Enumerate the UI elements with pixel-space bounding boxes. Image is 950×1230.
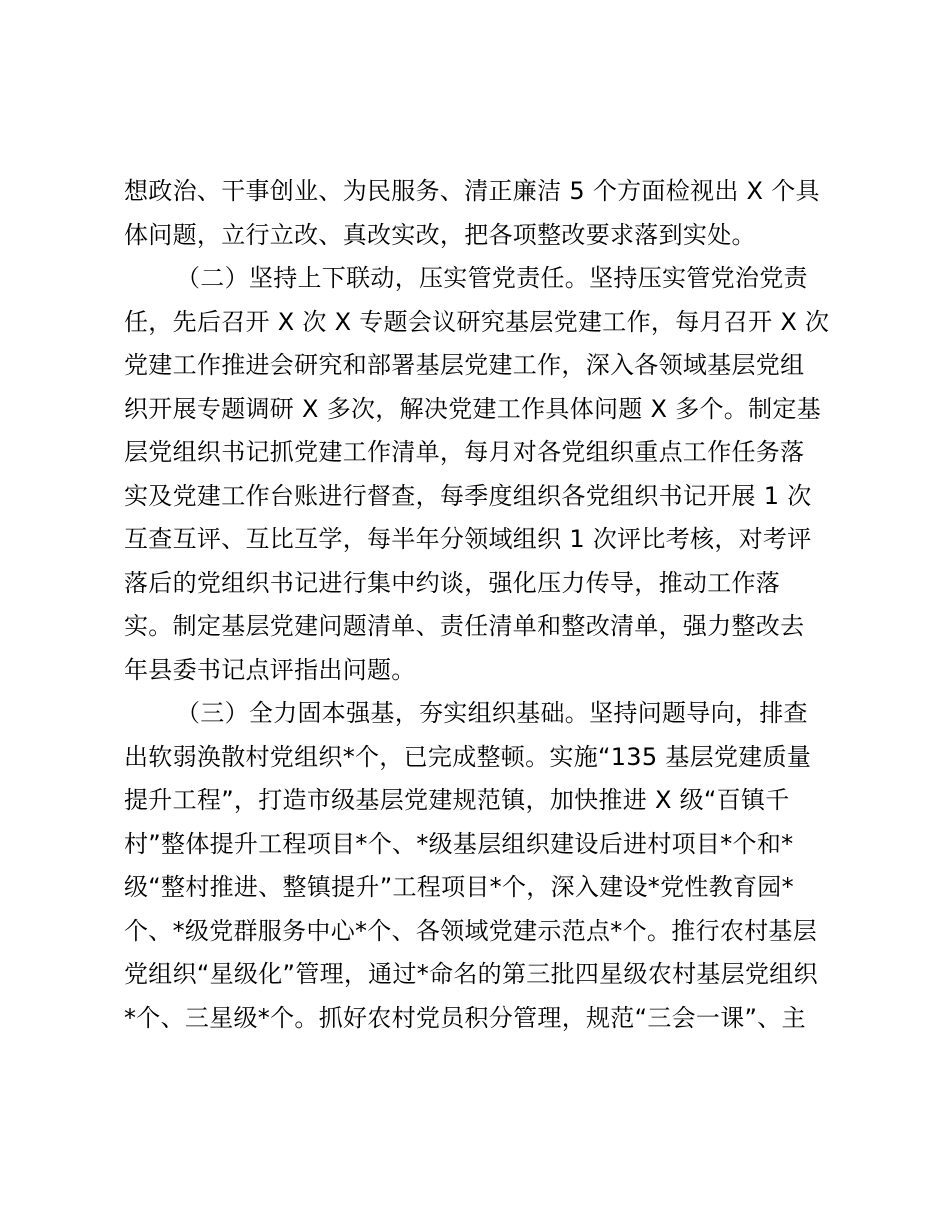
text-line: 体问题，立行立改、真改实改，把各项整改要求落到实处。 [124, 220, 756, 249]
text-line: 想政治、干事创业、为民服务、清正廉洁 5 个方面检视出 X 个具 [124, 177, 820, 205]
text-line: 年县委书记点评指出问题。 [124, 655, 416, 684]
text-line: 互查互评、互比互学，每半年分领域组织 1 次评比考核，对考评 [124, 525, 812, 553]
section-heading-line: （三）全力固本强基，夯实组织基础。坚持问题导向，排查 [176, 699, 808, 727]
text-line: 实及党建工作台账进行督查，每季度组织各党组织书记开展 1 次 [124, 481, 812, 510]
text-line: 任，先后召开 X 次 X 专题会议研究基层党建工作，每月召开 X 次 [124, 307, 830, 336]
text-line: 实。制定基层党建问题清单、责任清单和整改清单，强力整改去 [124, 612, 805, 640]
section-heading-line: （二）坚持上下联动，压实管党责任。坚持压实管党治党责 [176, 264, 808, 292]
text-line: 层党组织书记抓党建工作清单，每月对各党组织重点工作任务落 [124, 438, 805, 466]
document-body [124, 170, 844, 1040]
text-line: 落后的党组织书记进行集中约谈，强化压力传导，推动工作落 [124, 568, 781, 597]
text-line: 提升工程”，打造市级基层党建规范镇，加快推进 X 级“百镇千 [124, 786, 790, 814]
text-line: 村”整体提升工程项目*个、*级基层组织建设后进村项目*个和* [124, 829, 794, 858]
text-line: 级“整村推进、整镇提升”工程项目*个，深入建设*党性教育园* [124, 873, 794, 901]
text-line: 党建工作推进会研究和部署基层党建工作，深入各领域基层党组 [124, 351, 805, 379]
text-line: 个、*级党群服务中心*个、各领域党建示范点*个。推行农村基层 [124, 916, 817, 945]
text-line: 织开展专题调研 X 多次，解决党建工作具体问题 X 多个。制定基 [124, 394, 821, 423]
text-line: 出软弱涣散村党组织*个，已完成整顿。实施“135 基层党建质量 [124, 742, 812, 771]
text-line: *个、三星级*个。抓好农村党员积分管理，规范“三会一课”、主 [124, 1003, 806, 1032]
text-line: 党组织“星级化”管理，通过*命名的第三批四星级农村基层党组织 [124, 960, 818, 988]
